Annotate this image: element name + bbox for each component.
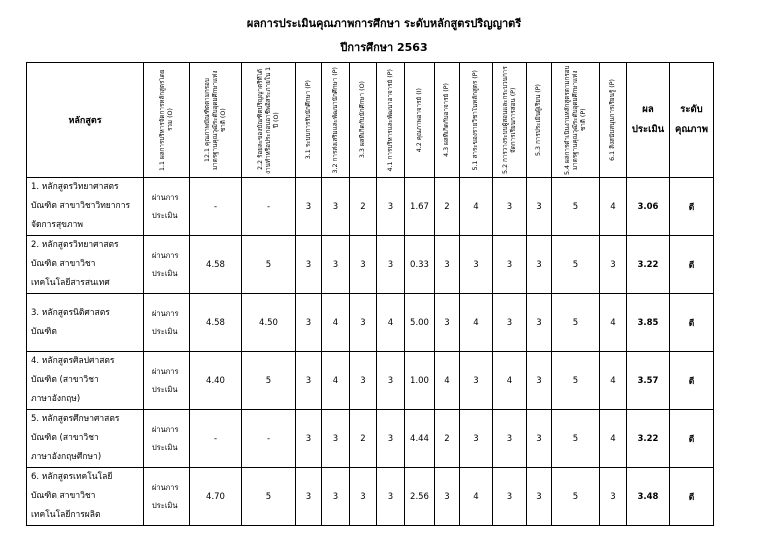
indicator-value: 4.40 (190, 352, 242, 410)
indicator-value: 3 (460, 352, 493, 410)
program-name: 2. หลักสูตรวิทยาศาสตร บัณฑิต สาขาวิชา เทคโนโลยีสารสนเทศ (27, 236, 144, 294)
table-row (27, 410, 714, 468)
header-indicator: 6.1 สิ่งสนับสนุนการเรียนรู้ (P) (600, 63, 627, 178)
indicator-value: 5 (242, 468, 296, 526)
assessment-result: ผ่านการ ประเมิน (144, 352, 190, 410)
indicator-value: 3 (296, 294, 322, 352)
indicator-value: 5.00 (405, 294, 435, 352)
header-score: ผล ประเมิน (627, 63, 670, 178)
indicator-value: 3 (493, 178, 527, 236)
indicator-value: 3 (377, 352, 405, 410)
quality-level: ดี (670, 468, 714, 526)
indicator-value: 5 (552, 352, 600, 410)
indicator-value: 3 (435, 468, 460, 526)
score-value: 3.85 (627, 294, 670, 352)
indicator-value: 3 (322, 410, 350, 468)
indicator-value: 3 (296, 352, 322, 410)
indicator-value: 2 (435, 410, 460, 468)
indicator-value: 3 (377, 410, 405, 468)
header-indicator: 3.2 การส่งเสริมและพัฒนานักศึกษา (P) (322, 63, 350, 178)
indicator-value: 5 (552, 410, 600, 468)
indicator-value: - (242, 178, 296, 236)
indicator-value: 3 (350, 294, 377, 352)
indicator-value: 3 (377, 236, 405, 294)
indicator-value: 5 (552, 178, 600, 236)
indicator-value: 4 (600, 352, 627, 410)
indicator-value: 5 (552, 294, 600, 352)
program-name: 4. หลักสูตรศิลปศาสตร บัณฑิต (สาขาวิชา ภาษาอังกฤษ) (27, 352, 144, 410)
indicator-value: 5 (552, 236, 600, 294)
table-row (27, 178, 714, 236)
score-value: 3.22 (627, 410, 670, 468)
header-indicator: 3.3 ผลที่เกิดกับนักศึกษา (O) (350, 63, 377, 178)
indicator-value: 2 (350, 178, 377, 236)
indicator-value: 3 (527, 236, 552, 294)
indicator-value: 3 (493, 468, 527, 526)
assessment-result: ผ่านการ ประเมิน (144, 236, 190, 294)
indicator-value: 3 (527, 352, 552, 410)
indicator-value: 3 (493, 294, 527, 352)
indicator-value: 4 (322, 352, 350, 410)
assessment-result: ผ่านการ ประเมิน (144, 294, 190, 352)
indicator-value: 2 (350, 410, 377, 468)
indicator-value: 3 (296, 236, 322, 294)
score-value: 3.06 (627, 178, 670, 236)
header-indicator: 4.1 การบริหารและพัฒนาอาจารย์ (P) (377, 63, 405, 178)
indicator-value: 3 (527, 178, 552, 236)
header-indicator: 5.4 ผลการดำเนินงานหลักสูตรตามกรอบมาตรฐานคุณวุฒิระดับอุดมศึกษาแห่งชาติ (P) (552, 63, 600, 178)
indicator-value: 2 (435, 178, 460, 236)
table-row (27, 468, 714, 526)
indicator-value: 3 (527, 468, 552, 526)
quality-level: ดี (670, 236, 714, 294)
score-value: 3.57 (627, 352, 670, 410)
header-indicator: 1.1 ผลการบริหารจัดการหลักสูตรโดยรวม (O) (144, 63, 190, 178)
table-row (27, 352, 714, 410)
assessment-result: ผ่านการ ประเมิน (144, 178, 190, 236)
indicator-value: 3 (527, 294, 552, 352)
indicator-value: 5 (552, 468, 600, 526)
indicator-value: 4.58 (190, 294, 242, 352)
program-name: 1. หลักสูตรวิทยาศาสตร บัณฑิต สาขาวิชาวิทยาการ จัดการสุขภาพ (27, 178, 144, 236)
indicator-value: 3 (350, 468, 377, 526)
quality-level: ดี (670, 294, 714, 352)
indicator-value: 5 (242, 352, 296, 410)
quality-level: ดี (670, 352, 714, 410)
header-indicator: 12.1 คุณภาพบัณฑิตตามกรอบมาตรฐานคุณวุฒิระดับอุดมศึกษาแห่งชาติ (O) (190, 63, 242, 178)
score-value: 3.22 (627, 236, 670, 294)
header-indicator: 3.1 ระบบการรับนักศึกษา (P) (296, 63, 322, 178)
indicator-value: 3 (350, 352, 377, 410)
indicator-value: 4 (377, 294, 405, 352)
header-row (27, 63, 714, 178)
assessment-result: ผ่านการ ประเมิน (144, 410, 190, 468)
indicator-value: 4 (460, 178, 493, 236)
indicator-value: 3 (350, 236, 377, 294)
indicator-value: 3 (435, 294, 460, 352)
header-level: ระดับ คุณภาพ (670, 63, 714, 178)
indicator-value: 3 (435, 236, 460, 294)
assessment-table (26, 62, 714, 526)
indicator-value: 1.67 (405, 178, 435, 236)
indicator-value: 3 (322, 468, 350, 526)
indicator-value: - (242, 410, 296, 468)
assessment-result: ผ่านการ ประเมิน (144, 468, 190, 526)
quality-level: ดี (670, 178, 714, 236)
header-indicator: 4.2 คุณภาพอาจารย์ (I) (405, 63, 435, 178)
indicator-value: 2.56 (405, 468, 435, 526)
indicator-value: 3 (460, 236, 493, 294)
table-row (27, 294, 714, 352)
indicator-value: 3 (377, 178, 405, 236)
indicator-value: 4 (493, 352, 527, 410)
quality-level: ดี (670, 410, 714, 468)
program-name: 3. หลักสูตรนิติศาสตร บัณฑิต (27, 294, 144, 352)
indicator-value: 3 (600, 236, 627, 294)
indicator-value: - (190, 410, 242, 468)
indicator-value: 3 (493, 410, 527, 468)
header-indicator: 5.3 การประเมินผู้เรียน (P) (527, 63, 552, 178)
indicator-value: 4 (435, 352, 460, 410)
indicator-value: 4 (322, 294, 350, 352)
indicator-value: 3 (322, 178, 350, 236)
indicator-value: 3 (460, 410, 493, 468)
indicator-value: 0.33 (405, 236, 435, 294)
report-year: ปีการศึกษา 2563 (340, 41, 428, 54)
indicator-value: 4.50 (242, 294, 296, 352)
indicator-value: 4.58 (190, 236, 242, 294)
indicator-value: 3 (296, 468, 322, 526)
header-program: หลักสูตร (27, 63, 144, 178)
indicator-value: 3 (296, 178, 322, 236)
indicator-value: 3 (493, 236, 527, 294)
indicator-value: 4 (600, 294, 627, 352)
indicator-value: 4.70 (190, 468, 242, 526)
indicator-value: 3 (600, 468, 627, 526)
indicator-value: 5 (242, 236, 296, 294)
report-title: ผลการประเมินคุณภาพการศึกษา ระดับหลักสูตรปริญญาตรี (246, 17, 522, 30)
indicator-value: 4 (600, 410, 627, 468)
program-name: 5. หลักสูตรศึกษาศาสตร บัณฑิต (สาขาวิชา ภาษาอังกฤษศึกษา) (27, 410, 144, 468)
indicator-value: 3 (527, 410, 552, 468)
indicator-value: 4 (460, 294, 493, 352)
indicator-value: 1.00 (405, 352, 435, 410)
indicator-value: 3 (377, 468, 405, 526)
header-indicator: 5.1 สาระของรายวิชาในหลักสูตร (P) (460, 63, 493, 178)
header-indicator: 5.2 การวางระบบผู้สอนและกระบวนการจัดการเรียนการสอน (P) (493, 63, 527, 178)
program-name: 6. หลักสูตรเทคโนโลยี บัณฑิต สาขาวิชา เทคโนโลยีการผลิต (27, 468, 144, 526)
score-value: 3.48 (627, 468, 670, 526)
indicator-value: 3 (322, 236, 350, 294)
indicator-value: 4.44 (405, 410, 435, 468)
header-indicator: 2.2 ร้อยละของบัณฑิตปริญญาตรีที่ได้งานทำหรือประกอบอาชีพอิสระภายใน 1 ปี (O) (242, 63, 296, 178)
indicator-value: 4 (600, 178, 627, 236)
indicator-value: 4 (460, 468, 493, 526)
indicator-value: 3 (296, 410, 322, 468)
indicator-value: - (190, 178, 242, 236)
table-row (27, 236, 714, 294)
header-indicator: 4.3 ผลที่เกิดกับอาจารย์ (P) (435, 63, 460, 178)
